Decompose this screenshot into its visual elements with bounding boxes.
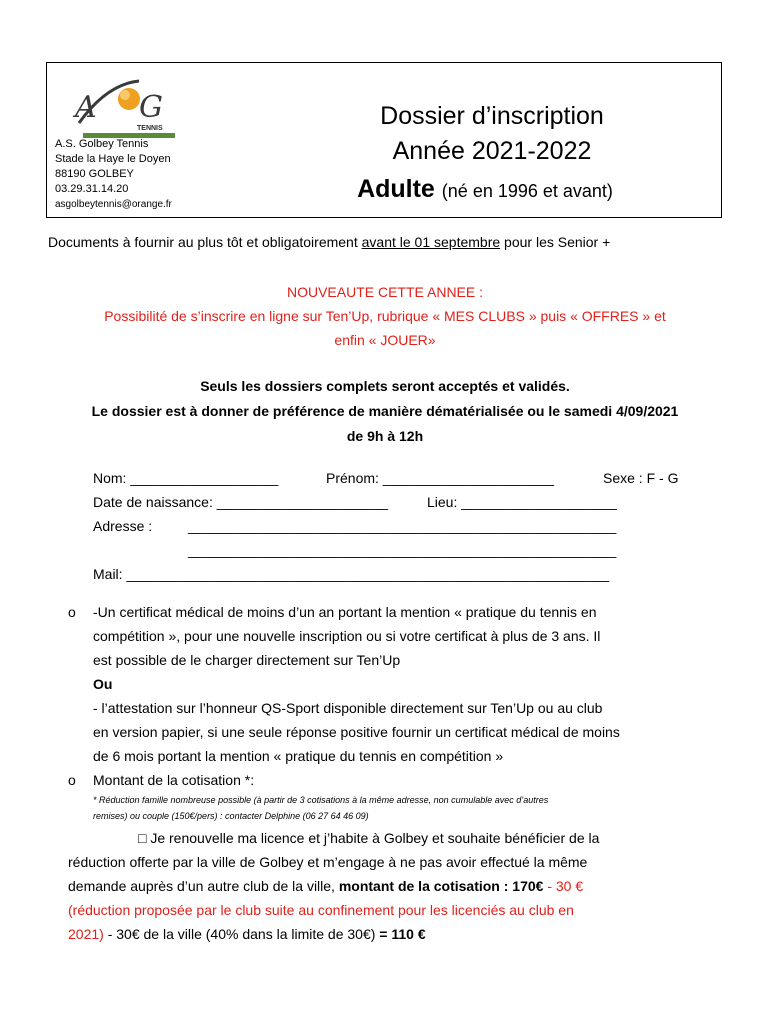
docs-text-end: pour les Senior + [500,234,611,250]
bullet-certificate: o [68,604,76,620]
title-line2: Année 2021-2022 [392,137,592,165]
bullet-fee: o [68,772,76,788]
renewal-line2: réduction offerte par la ville de Golbey et m’engage à ne pas avoir effectué la même [68,854,588,870]
title-line1: Dossier d’inscription [380,102,604,130]
renewal-line4: (réduction proposée par le club suite au confinement pour les licenciés au club en [68,902,574,918]
prenom-field[interactable]: Prénom: ______________________ [326,470,555,486]
docs-text: Documents à fournir au plus tôt et obligatoirement [48,234,362,250]
title-age: (né en 1996 et avant) [441,181,613,201]
notice-line3: de 9h à 12h [346,428,424,444]
club-logo [69,75,185,145]
or-label: Ou [93,676,113,692]
final-amount: = 110 € [379,926,426,942]
fee-note-line2: remises) ou couple (150€/pers) : contacter Delphine (06 27 64 46 09) [93,811,369,821]
novelty-line2: enfin « JOUER» [334,332,436,348]
fee-heading: Montant de la cotisation *: [93,772,255,788]
city-reduction: - 30€ de la ville (40% dans la limite de 30€) [103,926,380,942]
docs-deadline: avant le 01 septembre [361,234,501,250]
sexe-field[interactable]: Sexe : F - G [603,470,679,486]
fee-amount: montant de la cotisation : 170€ [338,878,544,894]
club-address-line1: Stade la Haye le Doyen [55,153,171,165]
document-title [277,99,707,211]
attestation-line1: - l’attestation sur l’honneur QS-Sport disponible directement sur Ten’Up ou au club [93,700,603,716]
svg-text:TENNIS: TENNIS [137,125,163,132]
novelty-line1: Possibilité de s’inscrire en ligne sur Ten’Up, rubrique « MES CLUBS » puis « OFFRES » et [104,308,666,324]
reduction-year: 2021) [68,926,104,942]
club-phone: 03.29.31.14.20 [55,183,129,195]
header-box [46,62,722,218]
certificate-item [93,600,728,768]
renewal-line5 [68,922,724,946]
cert-line2: compétition », pour une nouvelle inscription ou si votre certificat à plus de 3 ans. Il [93,628,601,644]
club-name: A.S. Golbey Tennis [55,138,149,150]
fee-note-line1: * Réduction famille nombreuse possible (à partir de 3 cotisations à la même adresse, non cumulable avec d’autres [93,795,549,805]
renewal-line1: □ Je renouvelle ma licence et j’habite à Golbey et souhaite bénéficier de la [138,830,600,846]
address-label: Adresse : [93,518,153,534]
notice-line1: Seuls les dossiers complets seront acceptés et validés. [200,378,570,394]
club-contact [55,137,172,212]
club-email: asgolbeytennis@orange.fr [55,199,172,210]
cert-line1: -Un certificat médical de moins d’un an portant la mention « pratique du tennis en [93,604,597,620]
renewal-option[interactable] [68,826,724,946]
renewal-text: demande auprès d’un autre club de la ville, [68,878,339,894]
novelty-heading: NOUVEAUTE CETTE ANNEE : [286,284,484,300]
submission-notice [40,374,730,449]
svg-text:A: A [75,90,97,125]
address-field-2[interactable]: _______________________________________________________ [188,542,617,558]
nom-field[interactable]: Nom: ___________________ [93,470,279,486]
title-line3 [263,169,707,211]
svg-text:G: G [139,90,163,125]
cert-line3: est possible de le charger directement sur Ten’Up [93,652,401,668]
birthdate-field[interactable]: Date de naissance: ______________________ [93,494,389,510]
address-field[interactable]: _______________________________________________________ [188,518,617,534]
club-address-line2: 88190 GOLBEY [55,168,134,180]
mail-field[interactable]: Mail: ______________________________________________________________ [93,566,610,582]
documents-deadline [48,234,728,250]
club-reduction: - 30 € [543,878,584,894]
birthplace-field[interactable]: Lieu: ____________________ [427,494,617,510]
novelty-notice [40,280,730,352]
renewal-line3 [68,874,724,898]
attestation-line3: de 6 mois portant la mention « pratique du tennis en compétition » [93,748,504,764]
attestation-line2: en version papier, si une seule réponse positive fournir un certificat médical de moins [93,724,620,740]
notice-line2: Le dossier est à donner de préférence de manière dématérialisée ou le samedi 4/09/2021 [91,403,679,419]
fee-item [93,768,728,824]
title-category: Adulte [357,175,435,203]
